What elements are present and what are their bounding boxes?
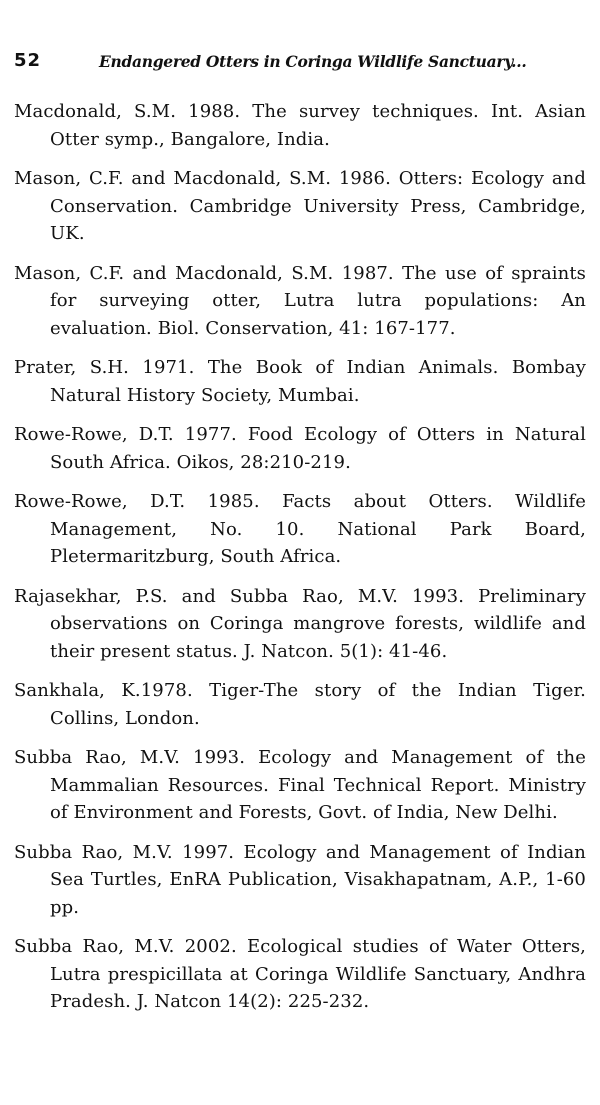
reference-entry: Rowe-Rowe, D.T. 1985. Facts about Otters. Wildlife Management, No. 10. National Park Board, Pletermaritzburg, South Africa. bbox=[14, 491, 586, 567]
running-head bbox=[14, 50, 586, 76]
reference-entry: Subba Rao, M.V. 1997. Ecology and Management of Indian Sea Turtles, EnRA Publication, Visakhapatnam, A.P., 1-60 pp. bbox=[14, 841, 586, 918]
reference-entry: Subba Rao, M.V. 1993. Ecology and Management of the Mammalian Resources. Final Technical Report. Ministry of Environment and Forests, Govt. of India, New Delhi. bbox=[14, 747, 586, 823]
running-title: Endangered Otters in Coringa Wildlife Sanctuary... bbox=[99, 52, 527, 71]
page-number: 52 bbox=[14, 50, 42, 71]
reference-entry: Rajasekhar, P.S. and Subba Rao, M.V. 1993. Preliminary observations on Coringa mangrove forests, wildlife and their present status. J. Natcon. 5(1): 41-46. bbox=[14, 585, 586, 662]
reference-entry: Rowe-Rowe, D.T. 1977. Food Ecology of Otters in Natural South Africa. Oikos, 28:210-219. bbox=[14, 424, 586, 473]
reference-entry: Mason, C.F. and Macdonald, S.M. 1986. Otters: Ecology and Conservation. Cambridge University Press, Cambridge, UK. bbox=[14, 168, 586, 244]
reference-entry: Mason, C.F. and Macdonald, S.M. 1987. The use of spraints for surveying otter, Lutra lutra populations: An evaluation. Biol. Conservation, 41: 167-177. bbox=[14, 262, 586, 339]
reference-entry: Prater, S.H. 1971. The Book of Indian Animals. Bombay Natural History Society, Mumbai. bbox=[14, 357, 586, 406]
reference-list bbox=[14, 98, 586, 1028]
reference-entry: Sankhala, K.1978. Tiger-The story of the Indian Tiger. Collins, London. bbox=[14, 680, 586, 729]
reference-entry: Subba Rao, M.V. 2002. Ecological studies of Water Otters, Lutra prespicillata at Coringa Wildlife Sanctuary, Andhra Pradesh. J. Natcon 14(2): 225-232. bbox=[14, 936, 586, 1012]
reference-entry: Macdonald, S.M. 1988. The survey techniques. Int. Asian Otter symp., Bangalore, India. bbox=[14, 101, 586, 150]
